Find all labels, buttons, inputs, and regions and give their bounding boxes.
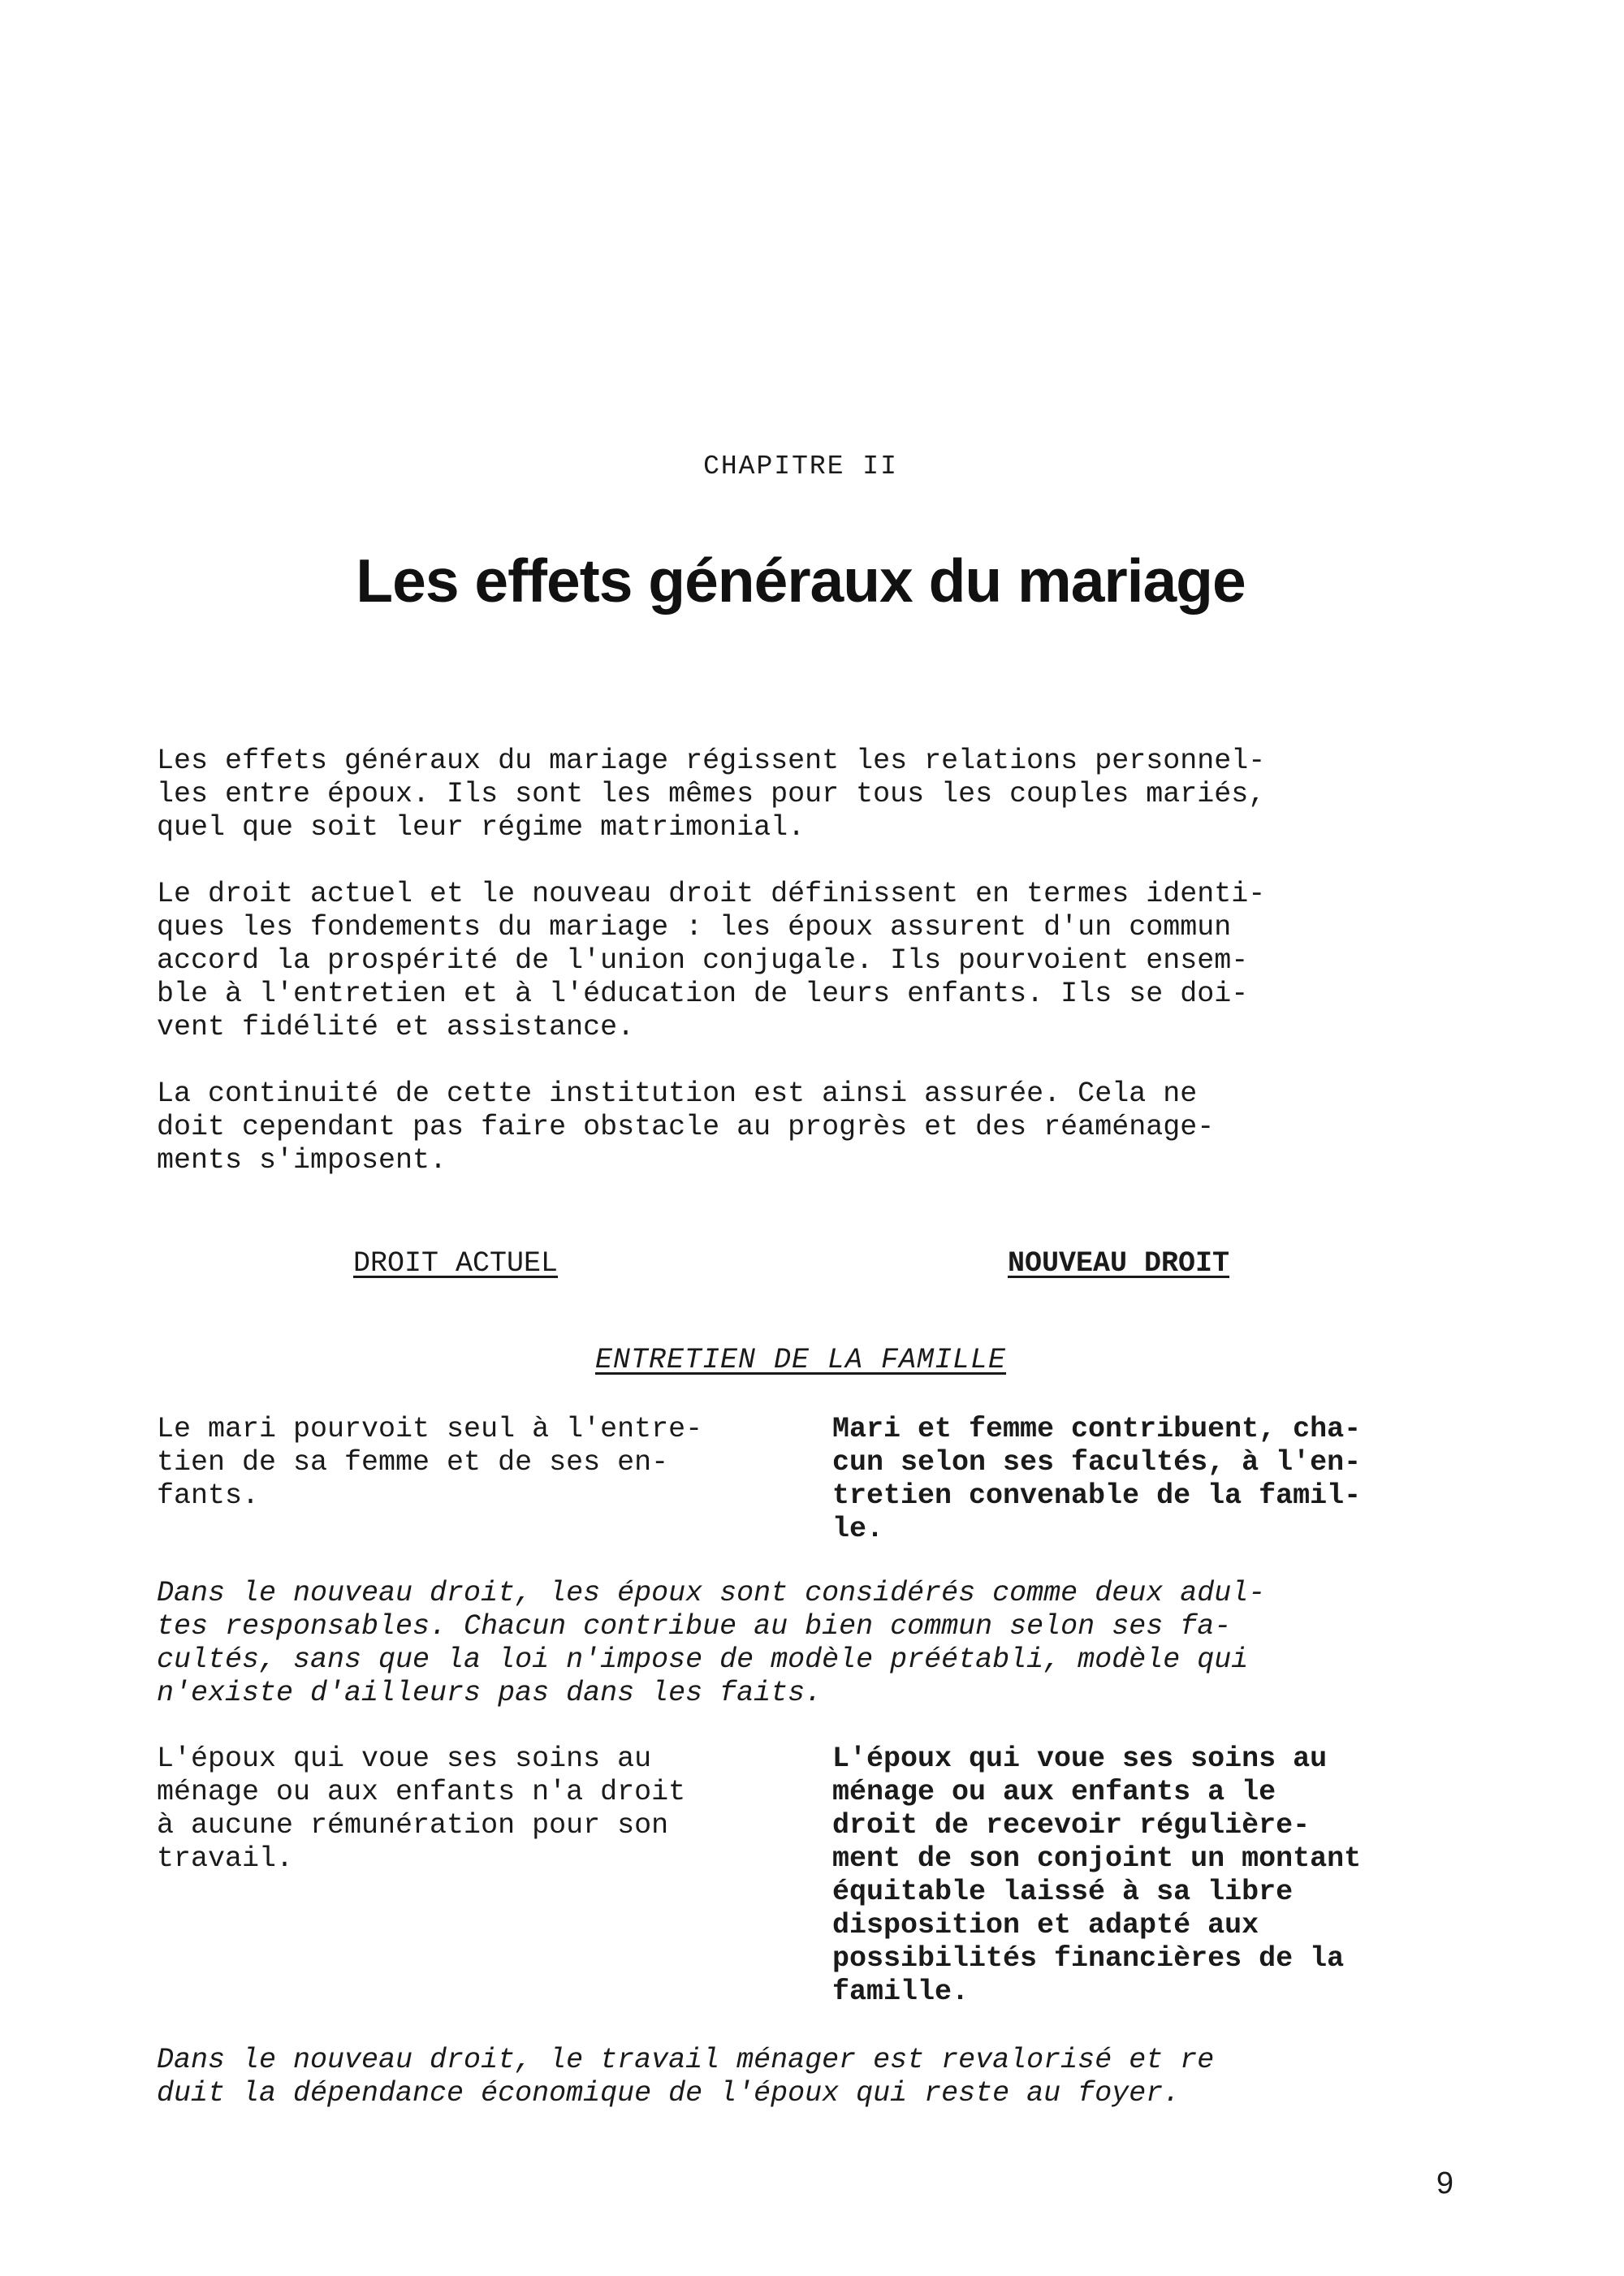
new-law-text-1: Mari et femme contribuent, cha- cun selon ses facultés, à l'en- tretien convenable de la famil- le. <box>832 1413 1362 1545</box>
section-title: ENTRETIEN DE LA FAMILLE <box>594 1344 1007 1376</box>
page-title: Les effets généraux du mariage <box>356 546 1246 615</box>
intro-paragraph-2: Le droit actuel et le nouveau droit définissent en termes identi- ques les fondements du mariage : les époux assurent d'un commun accord la prospérité de l'union conjugale. Ils pourvoient ensem- ble à l'entretien et à l'éducation de leurs enfants. Ils se doi- vent fidélité et assistance. <box>157 878 1266 1043</box>
column-heading-new-law: NOUVEAU DROIT <box>1008 1247 1230 1280</box>
current-law-text-1: Le mari pourvoit seul à l'entre- tien de sa femme et de ses en- fants. <box>157 1413 703 1512</box>
intro-paragraph-3: La continuité de cette institution est ainsi assurée. Cela ne doit cependant pas faire obstacle au progrès et des réaménage- ments s'imposent. <box>157 1078 1215 1177</box>
commentary-1: Dans le nouveau droit, les époux sont considérés comme deux adul- tes responsables. Chacun contribue au bien commun selon ses fa- cultés, sans que la loi n'impose de modèle préétabli, modèle qui n'existe d'ailleurs pas dans les faits. <box>157 1577 1266 1709</box>
column-heading-current-law: DROIT ACTUEL <box>353 1247 559 1280</box>
current-law-text-2: L'époux qui voue ses soins au ménage ou aux enfants n'a droit à aucune rémunération pour son travail. <box>157 1743 686 1875</box>
page-number: 9 <box>1436 2166 1453 2200</box>
new-law-text-2: L'époux qui voue ses soins au ménage ou aux enfants a le droit de recevoir régulière- ment de son conjoint un montant équitable laissé à sa libre disposition et adapté aux possibilités financières de la famille. <box>832 1743 1362 2008</box>
intro-paragraph-1: Les effets généraux du mariage régissent les relations personnel- les entre époux. Ils sont les mêmes pour tous les couples mariés, quel que soit leur régime matrimonial. <box>157 745 1266 844</box>
chapter-label: CHAPITRE II <box>703 451 898 482</box>
commentary-2: Dans le nouveau droit, le travail ménager est revalorisé et re duit la dépendance économique de l'époux qui reste au foyer. <box>157 2044 1215 2110</box>
